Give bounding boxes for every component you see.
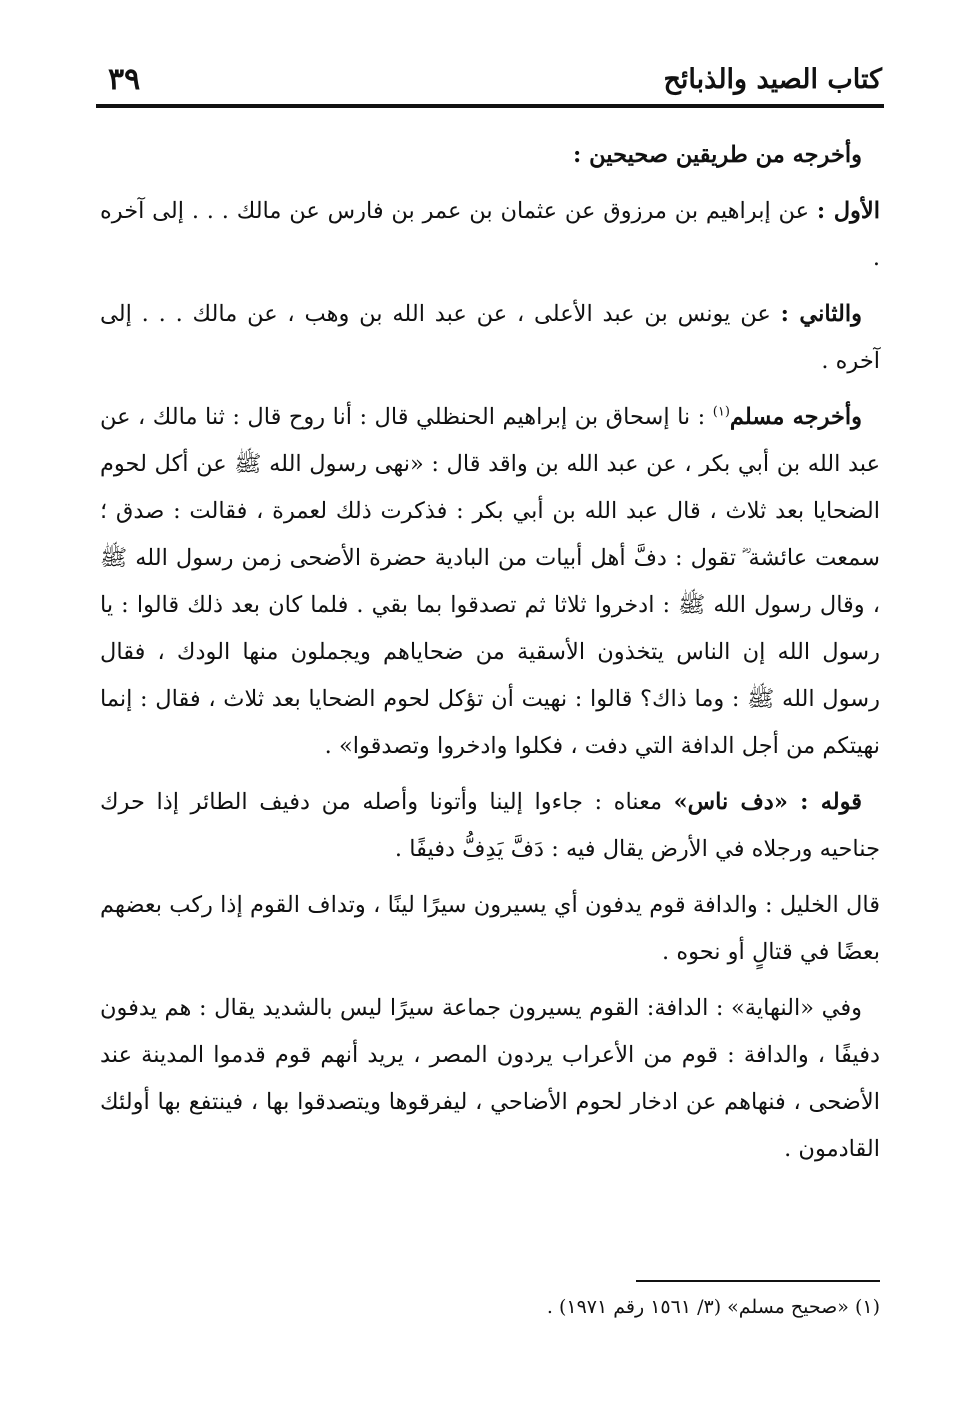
- paragraph-lead: الأول :: [816, 198, 880, 224]
- paragraph-nihaya: وفي «النهاية» : الدافة: القوم يسيرون جماعة سيرًا ليس بالشديد يقال : هم يدفون دفيفًا ، والدافة : قوم من الأعراب يردون المصر ، يريد أنهم قوم قدموا المدينة عند الأضحى ، فنهاهم عن ادخار لحوم الأضاحي ، ليفرقوها ويتصدقوا بها ، فينتفع بها أولئك القادمون .: [100, 995, 880, 1162]
- header-divider: [96, 104, 884, 108]
- paragraph-first-route: [100, 188, 880, 282]
- paragraph-text: معناه : جاءوا إلينا وأتونا وأصله من دفيف الطائر إذا حرك جناحيه ورجلاه في الأرض يقال فيه : دَفَّ يَدِفُّ دفيفًا .: [100, 789, 880, 862]
- paragraph-text: عن يونس بن عبد الأعلى ، عن عبد الله بن وهب ، عن مالك . . . إلى آخره .: [100, 301, 880, 374]
- paragraph-lead: قوله :: [800, 789, 862, 815]
- paragraph-text: عن إبراهيم بن مرزوق عن عثمان بن عمر بن فارس عن مالك . . . إلى آخره .: [100, 198, 880, 271]
- paragraph-intro: وأخرجه من طريقين صحيحين :: [573, 142, 862, 168]
- footnote: (١) «صحيح مسلم» (٣/ ١٥٦١ رقم ١٩٧١) .: [546, 1296, 880, 1318]
- running-header: [96, 62, 882, 102]
- paragraph-text: : نا إسحاق بن إبراهيم الحنظلي قال : أنا روح قال : ثنا مالك ، عن عبد الله بن أبي بكر ، عن عبد الله بن واقد قال : «نهى رسول الله ﷺ عن أكل لحوم الضحايا بعد ثلاث ، قال عبد الله بن أبي بكر : فذكرت ذلك لعمرة ، فقالت : صدق ؛ سمعت عائشة ؓ تقول : دفَّ أهل أبيات من البادية حضرة الأضحى زمن رسول الله ﷺ ، وقال رسول الله ﷺ : ادخروا ثلاثا ثم تصدقوا بما بقي . فلما كان بعد ذلك قالوا : يا رسول الله إن الناس يتخذون الأسقية من ضحاياهم ويجملون منها الودك ، فقال رسول الله ﷺ : وما ذاك؟ قالوا : نهيت أن تؤكل لحوم الضحايا بعد ثلاث ، فقال : إنما نهيتكم من أجل الدافة التي دفت ، فكلوا وادخروا وتصدقوا» .: [100, 404, 880, 759]
- paragraph-word-meaning: [100, 779, 880, 873]
- page-number: ٣٩: [108, 62, 141, 97]
- quoted-term: «دف ناس»: [673, 789, 801, 815]
- footnote-reference: (١): [712, 404, 730, 420]
- paragraph-second-route: [100, 291, 880, 385]
- paragraph-lead: وأخرجه مسلم: [729, 404, 863, 430]
- paragraph-khalil: قال الخليل : والدافة قوم يدفون أي يسيرون سيرًا لينًا ، وتداف القوم إذا ركب بعضهم بعضًا في قتالٍ أو نحوه .: [100, 892, 880, 965]
- header-title: كتاب الصيد والذبائح: [663, 64, 882, 95]
- paragraph-lead: والثاني :: [780, 301, 862, 327]
- paragraph-muslim-narration: [100, 394, 880, 770]
- footnote-divider: [636, 1280, 880, 1282]
- main-text: [100, 132, 880, 1182]
